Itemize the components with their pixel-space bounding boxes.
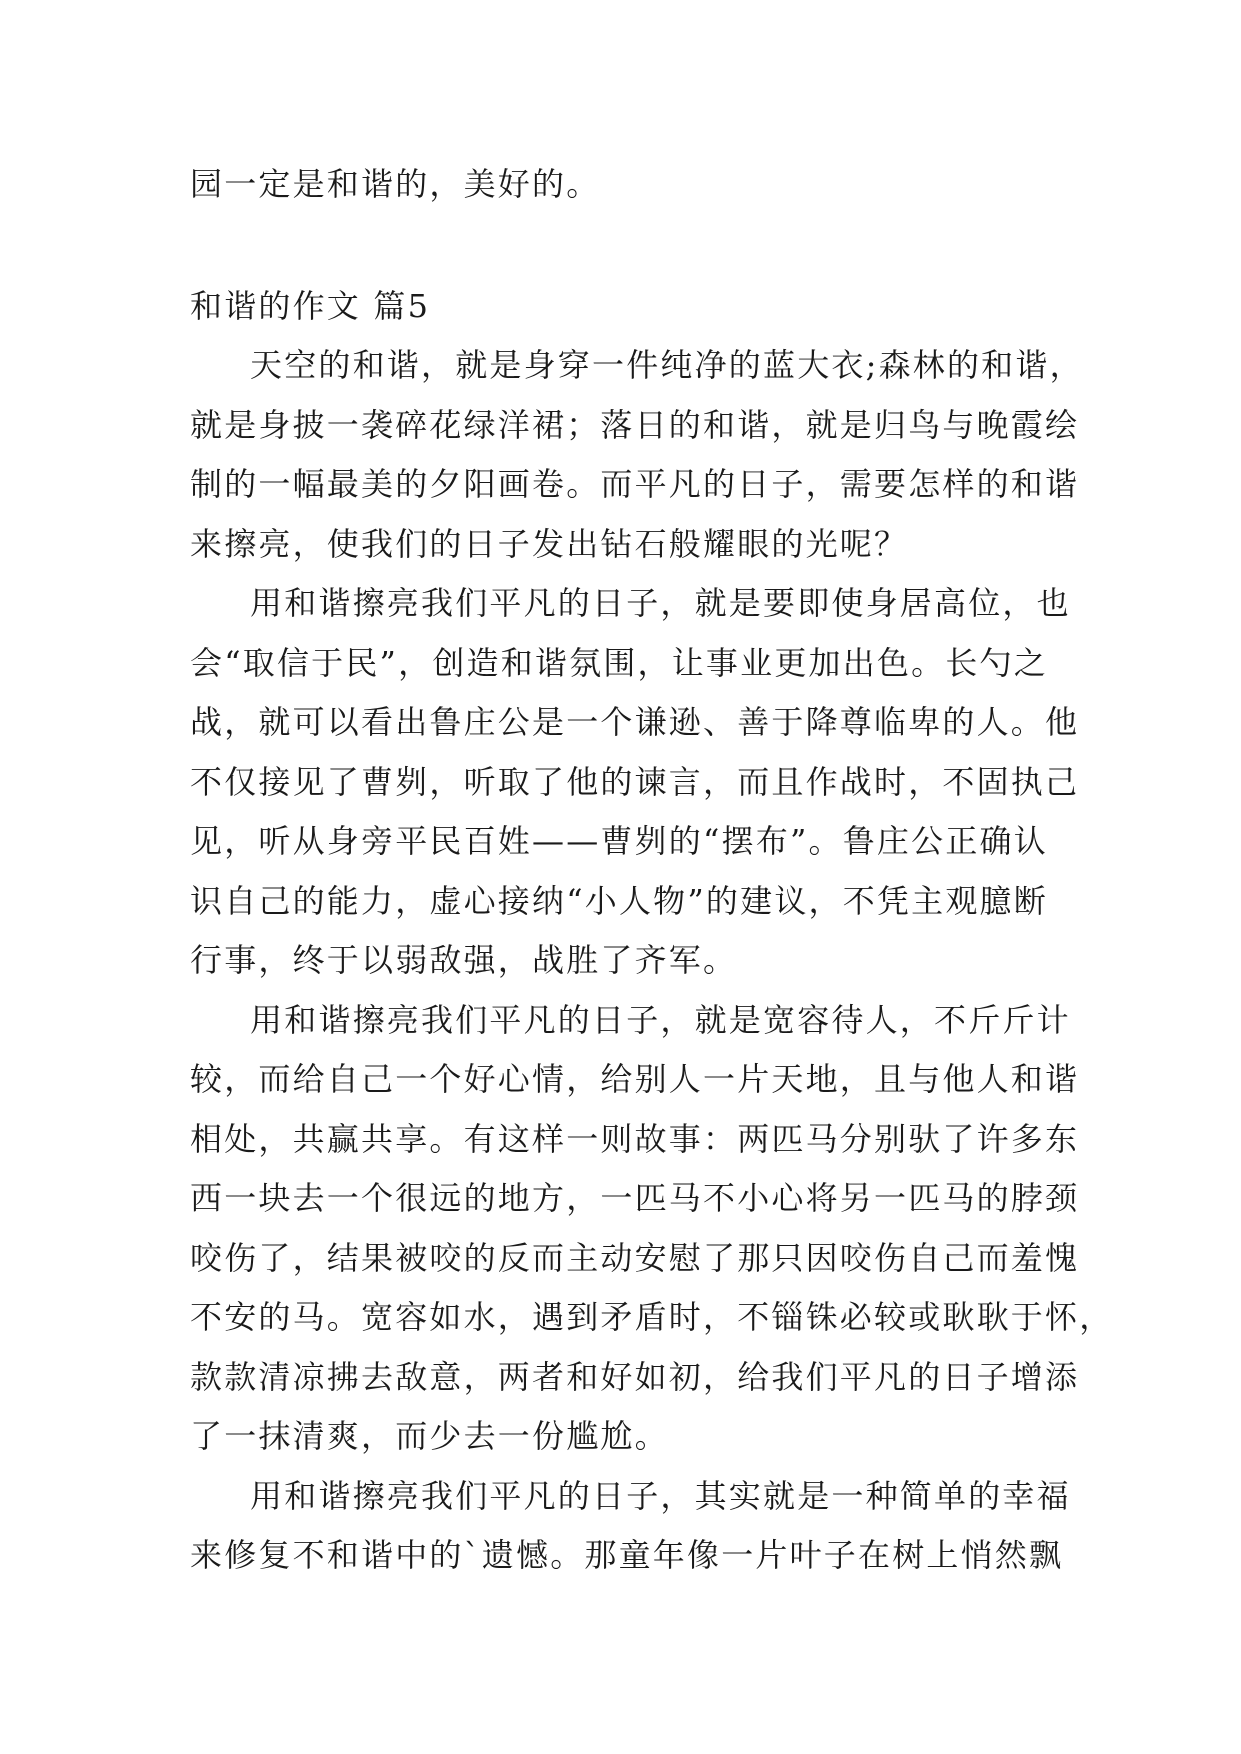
paragraph-line: 会“取信于民”，创造和谐氛围，让事业更加出色。长勺之 <box>190 643 1048 682</box>
paragraph-line: 就是身披一袭碎花绿洋裙；落日的和谐，就是归鸟与晚霞绘 <box>190 405 1080 444</box>
section-title: 和谐的作文 篇5 <box>190 286 431 325</box>
opening-line: 园一定是和谐的，美好的。 <box>190 165 601 203</box>
paragraph-line: 西一块去一个很远的地方，一匹马不小心将另一匹马的脖颈 <box>190 1179 1080 1217</box>
paragraph-line: 战，就可以看出鲁庄公是一个谦逊、善于降尊临卑的人。他 <box>190 703 1080 741</box>
paragraph-line: 较，而给自己一个好心情，给别人一片天地，且与他人和谐 <box>190 1060 1080 1098</box>
paragraph-line: 行事，终于以弱敌强，战胜了齐军。 <box>190 941 738 979</box>
paragraph-line: 用和谐擦亮我们平凡的日子，就是宽容待人，不斤斤计 <box>250 1000 1071 1039</box>
paragraph-line: 用和谐擦亮我们平凡的日子，就是要即使身居高位，也 <box>250 584 1071 622</box>
paragraph-line: 款款清凉拂去敌意，两者和好如初，给我们平凡的日子增添 <box>190 1357 1080 1396</box>
document-body <box>190 155 1114 1586</box>
paragraph-line: 了一抹清爽，而少去一份尴尬。 <box>190 1417 669 1455</box>
paragraph-2 <box>190 574 1080 991</box>
paragraph-line: 来修复不和谐中的`遗憾。那童年像一片叶子在树上悄然飘 <box>190 1536 1064 1574</box>
paragraph-line: 用和谐擦亮我们平凡的日子，其实就是一种简单的幸福 <box>250 1476 1071 1515</box>
section-gap <box>190 215 1052 277</box>
paragraph-line: 来擦亮，使我们的日子发出钻石般耀眼的光呢？ <box>190 524 909 563</box>
paragraph-line: 制的一幅最美的夕阳画卷。而平凡的日子，需要怎样的和谐 <box>190 465 1080 503</box>
paragraph-1 <box>190 336 1084 574</box>
paragraph-3 <box>190 991 1114 1467</box>
paragraph-line: 见，听从身旁平民百姓——曹刿的“摆布”。鲁庄公正确认 <box>190 822 1048 860</box>
paragraph-line: 相处，共赢共享。有这样一则故事：两匹马分别驮了许多东 <box>190 1119 1080 1158</box>
paragraph-line: 天空的和谐，就是身穿一件纯净的蓝大衣;森林的和谐， <box>250 346 1084 384</box>
paragraph-line: 识自己的能力，虚心接纳“小人物”的建议，不凭主观臆断 <box>190 881 1048 920</box>
paragraph-line: 咬伤了，结果被咬的反而主动安慰了那只因咬伤自己而羞愧 <box>190 1238 1080 1277</box>
paragraph-line: 不仅接见了曹刿，听取了他的谏言，而且作战时，不固执己 <box>190 762 1080 801</box>
paragraph-line: 不安的马。宽容如水，遇到矛盾时，不锱铢必较或耿耿于怀， <box>190 1298 1114 1336</box>
paragraph-4 <box>190 1467 1071 1586</box>
